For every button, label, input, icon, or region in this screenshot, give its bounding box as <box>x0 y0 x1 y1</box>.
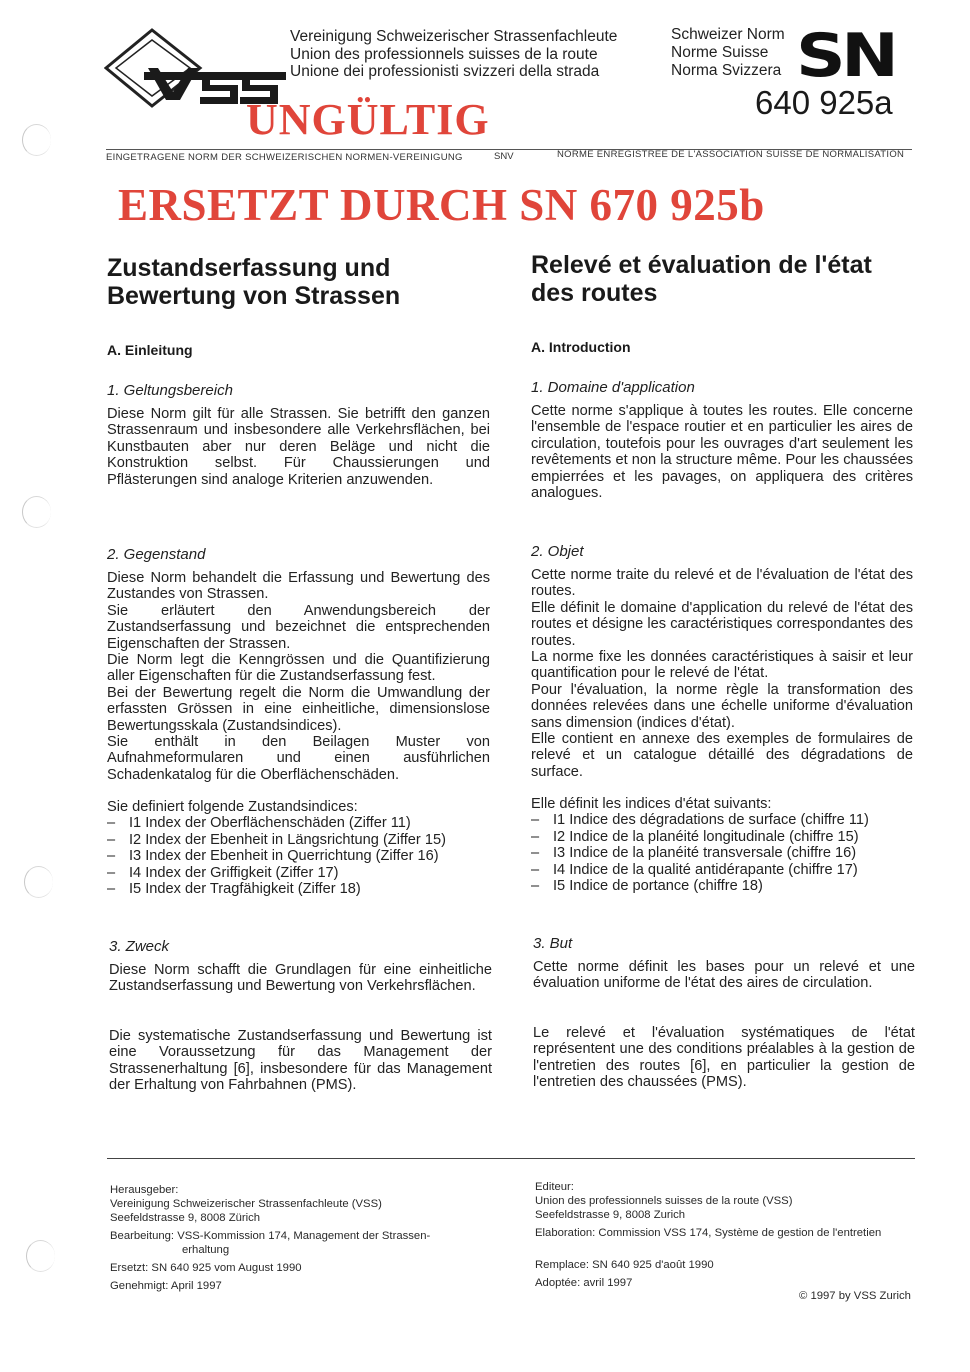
norm-name-it: Norma Svizzera <box>671 62 782 79</box>
norm-number: 640 925a <box>755 84 893 121</box>
index-item-fr: – I3 Indice de la planéité transversale (chiffre 16) <box>531 845 913 861</box>
s3-para1-fr: Cette norme définit les bases pour un relevé et une évaluation uniforme de l'état des aires de circulation. <box>533 959 915 992</box>
title-de-line1: Zustandserfassung und <box>107 254 391 282</box>
binder-hole <box>26 1240 55 1272</box>
s2-body-de <box>107 570 490 783</box>
editing-de-cont: erhaltung <box>182 1244 230 1256</box>
s3-heading-de: 3. Zweck <box>109 938 170 955</box>
publisher-name-de: Vereinigung Schweizerischer Strassenfachleute (VSS) <box>110 1198 382 1210</box>
association-names <box>290 28 617 81</box>
s2-para-fr: La norme fixe les données caractéristiques à saisir et leur quantification pour le relevé de l'état. <box>531 649 913 682</box>
editing-de: Bearbeitung: VSS-Kommission 174, Management der Strassen- <box>110 1230 431 1242</box>
section-a-heading-de: A. Einleitung <box>107 342 193 358</box>
publisher-address-de: Seefeldstrasse 9, 8008 Zürich <box>110 1212 261 1224</box>
s2-heading-de: 2. Gegenstand <box>107 546 206 563</box>
s3-para1-de: Diese Norm schafft die Grundlagen für eine einheitliche Zustandserfassung und Bewertung von Verkehrsflächen. <box>109 962 492 995</box>
publisher-address-fr: Seefeldstrasse 9, 8008 Zurich <box>535 1209 686 1221</box>
s2-para-de: Bei der Bewertung regelt die Norm die Umwandlung der erfassten Grössen in eine einheitliche, dimensionslose Bewertungsskala (Zustandsindices). <box>107 684 490 734</box>
copyright: © 1997 by VSS Zurich <box>799 1290 911 1302</box>
index-item-fr: – I4 Indice de la qualité antidérapante (chiffre 17) <box>531 862 913 878</box>
index-item-de: – I1 Index der Oberflächenschäden (Ziffer 11) <box>107 815 490 831</box>
s2-para-fr: Elle définit le domaine d'application du relevé de l'état des routes et désigne les caractéristiques correspondantes des routes. <box>531 599 913 649</box>
index-item-de: – I2 Index der Ebenheit in Längsrichtung (Ziffer 15) <box>107 832 490 848</box>
title-de <box>107 254 507 310</box>
indices-list-de <box>107 815 490 897</box>
indices-fr <box>531 796 913 894</box>
norm-name-de: Schweizer Norm <box>671 26 785 43</box>
s2-para-fr: Cette norme traite du relevé et de l'évaluation de l'état des routes. <box>531 567 913 600</box>
s3-para2-de: Die systematische Zustandserfassung und Bewertung ist eine Voraussetzung für das Management der Strassenerhaltung [6], insbesondere für das Management der Erhaltung von Fahrbahnen (PMS). <box>109 1028 492 1094</box>
invalid-stamp: UNGÜLTIG <box>246 95 490 144</box>
binder-hole <box>22 124 51 156</box>
footer-fr <box>535 1180 881 1290</box>
section-a-heading-fr: A. Introduction <box>531 339 631 355</box>
index-item-fr: – I2 Indice de la planéité longitudinale (chiffre 15) <box>531 829 913 845</box>
replaces-de: Ersetzt: SN 640 925 vom August 1990 <box>110 1262 302 1274</box>
s2-para-de: Die Norm legt die Kenngrössen und die Quantifizierung aller Eigenschaften für die Zustandserfassung fest. <box>107 652 490 685</box>
s2-body-fr <box>531 567 913 780</box>
title-fr-line2: des routes <box>531 279 658 307</box>
s3-heading-fr: 3. But <box>533 935 573 952</box>
indices-de <box>107 799 490 897</box>
replaced-stamp: ERSETZT DURCH SN 670 925b <box>118 180 765 230</box>
association-name-fr: Union des professionnels suisses de la route <box>290 45 598 63</box>
indices-intro-de: Sie definiert folgende Zustandsindices: <box>107 799 358 815</box>
approved-de: Genehmigt: April 1997 <box>110 1280 222 1292</box>
registered-note-de: EINGETRAGENE NORM DER SCHWEIZERISCHEN NORMEN-VEREINIGUNG <box>106 152 463 163</box>
editing-fr: Elaboration: Commission VSS 174, Système de gestion de l'entretien <box>535 1227 882 1239</box>
footer-divider <box>107 1158 915 1159</box>
s3-para2-fr: Le relevé et l'évaluation systématiques de l'état représentent une des conditions préalables à la gestion de l'entretien des routes [6], en particulier la gestion de l'entretien des chaussées (PMS). <box>533 1025 915 1091</box>
s2-para-de: Diese Norm behandelt die Erfassung und Bewertung des Zustandes von Strassen. <box>107 570 490 603</box>
s2-para-de: Sie erläutert den Anwendungsbereich der Zustandserfassung und bezeichnet die entsprechenden Eigenschaften der Strassen. <box>107 602 490 652</box>
index-item-fr: – I5 Indice de portance (chiffre 18) <box>531 878 913 894</box>
s1-text-fr: Cette norme s'applique à toutes les routes. Elle concerne l'ensemble de l'espace routier et en particulier les aires de circulation, toutefois pour les ouvrages d'art seulement les revêtements et non la structure même. Pour les chaussées empierrées et les pavages, on appliquera des critères analogues. <box>531 403 913 502</box>
index-item-de: – I3 Index der Ebenheit in Querrichtung (Ziffer 16) <box>107 848 490 864</box>
title-de-line2: Bewertung von Strassen <box>107 282 401 310</box>
s1-heading-fr: 1. Domaine d'application <box>531 379 695 396</box>
indices-intro-fr: Elle définit les indices d'état suivants: <box>531 796 772 812</box>
publisher-label-fr: Editeur: <box>535 1181 574 1193</box>
s2-para-fr: Pour l'évaluation, la norme règle la transformation des données relevées dans une échelle uniforme d'évaluation sans dimension (indices d'état). <box>531 681 913 731</box>
association-name-it: Unione dei professionisti svizzeri della strada <box>290 63 600 80</box>
binder-hole <box>22 496 51 528</box>
title-fr-line1: Relevé et évaluation de l'état <box>531 251 872 279</box>
indices-list-fr <box>531 812 913 894</box>
publisher-name-fr: Union des professionnels suisses de la route (VSS) <box>535 1195 793 1207</box>
s1-text-de: Diese Norm gilt für alle Strassen. Sie betrifft den ganzen Strassenraum und insbesondere alle Verkehrsflächen, bei Kunstbauten aber nur deren Beläge und nicht die Konstruktion selbst. Für Chaussierungen und Pflästerungen sind analoge Kriterien anzuwenden. <box>107 406 490 488</box>
footer-de <box>110 1183 430 1293</box>
index-item-de: – I5 Index der Tragfähigkeit (Ziffer 18) <box>107 881 490 897</box>
norm-names <box>671 26 785 80</box>
sn-logo: SN <box>796 21 895 91</box>
s2-para-de: Sie enthält in den Beilagen Muster von Aufnahmeformularen und einen ausführlichen Schadenkatalog für die Oberflächenschäden. <box>107 734 490 783</box>
norm-name-fr: Norme Suisse <box>671 44 769 61</box>
s2-para-fr: Elle contient en annexe des exemples de formulaires de relevé et un catalogue détaillé des dégradations de surface. <box>531 731 913 780</box>
association-name-de: Vereinigung Schweizerischer Strassenfachleute <box>290 28 618 45</box>
registered-snv: SNV <box>494 151 514 162</box>
title-fr <box>531 251 931 307</box>
index-item-fr: – I1 Indice des dégradations de surface (chiffre 11) <box>531 812 913 828</box>
s1-heading-de: 1. Geltungsbereich <box>107 382 233 399</box>
registered-note-fr: NORME ENREGISTREE DE L'ASSOCIATION SUISSE DE NORMALISATION <box>557 149 905 160</box>
publisher-label-de: Herausgeber: <box>110 1184 179 1196</box>
replaces-fr: Remplace: SN 640 925 d'août 1990 <box>535 1259 714 1271</box>
index-item-de: – I4 Index der Griffigkeit (Ziffer 17) <box>107 865 490 881</box>
binder-hole <box>24 866 53 898</box>
s2-heading-fr: 2. Objet <box>531 543 584 560</box>
adopted-fr: Adoptée: avril 1997 <box>535 1277 633 1289</box>
